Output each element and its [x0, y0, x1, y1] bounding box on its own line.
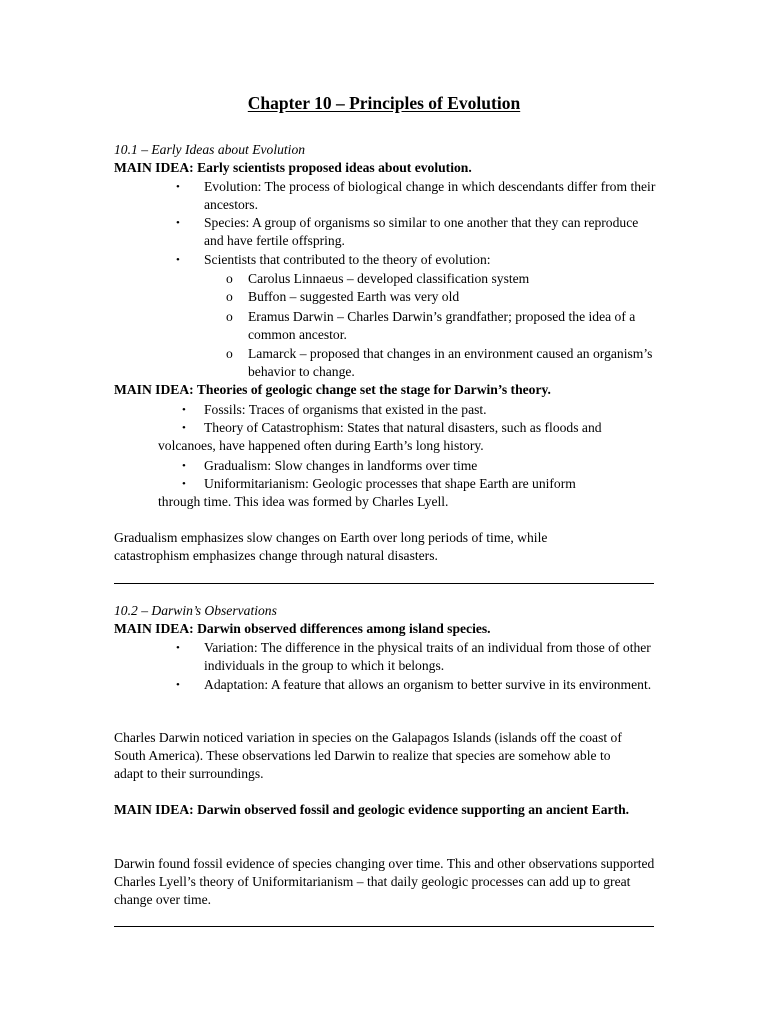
bullet-item-scientists: [176, 251, 656, 269]
bullet-text-continued: volcanoes, have happened often during Earth’s long history.: [158, 438, 484, 454]
section-divider: [114, 583, 654, 584]
bullet-text: Fossils: Traces of organisms that existed in the past.: [204, 402, 487, 417]
bullet-icon: •: [176, 181, 180, 193]
sub-item-text: Carolus Linnaeus – developed classification system: [248, 271, 530, 286]
bullet-text: Variation: The difference in the physical traits of an individual from those of other individuals in the group to which it belongs.: [204, 640, 651, 674]
bullet-text: Species: A group of organisms so similar to one another that they can reproduce and have fertile offspring.: [204, 215, 639, 249]
bullet-icon: •: [182, 460, 186, 472]
bullet-text: Adaptation: A feature that allows an organism to better survive in its environment.: [204, 677, 652, 692]
sub-item-text: Lamarck – proposed that changes in an environment caused an organism’s behavior to change.: [248, 346, 653, 380]
bullet-icon: •: [176, 254, 180, 266]
circle-bullet-icon: o: [226, 289, 233, 304]
bullet-text-continued: through time. This idea was formed by Charles Lyell.: [158, 494, 449, 510]
bullet-item-species: [176, 214, 656, 250]
sub-item-text: Buffon – suggested Earth was very old: [248, 289, 460, 304]
bullet-icon: •: [182, 404, 186, 416]
bullet-item-catastrophism: [158, 419, 658, 455]
bullet-icon: •: [176, 642, 180, 654]
sub-item-eramus-darwin: [226, 308, 666, 344]
section-heading-10-2: 10.2 – Darwin’s Observations: [114, 603, 277, 618]
sub-item-lamarck: [226, 345, 666, 381]
section-heading-10-1: 10.1 – Early Ideas about Evolution: [114, 142, 306, 157]
bullet-icon: •: [176, 217, 180, 229]
bullet-icon: •: [182, 478, 186, 490]
sub-item-linnaeus: [226, 270, 666, 288]
main-idea-early-scientists: MAIN IDEA: Early scientists proposed ideas about evolution.: [114, 160, 472, 175]
bullet-text: Gradualism: Slow changes in landforms over time: [204, 458, 478, 473]
bullet-item-gradualism: [158, 457, 658, 475]
sub-item-buffon: [226, 288, 666, 306]
bullet-item-uniformitarianism: [158, 475, 658, 511]
section-divider: [114, 926, 654, 927]
bullet-icon: •: [182, 422, 186, 434]
circle-bullet-icon: o: [226, 271, 233, 286]
bullet-text: Uniformitarianism: Geologic processes that shape Earth are uniform: [204, 476, 576, 491]
paragraph-galapagos: Charles Darwin noticed variation in species on the Galapagos Islands (islands off the coast of South America). These observations led Darwin to realize that species are somehow able to adapt to their surroundings.: [114, 730, 622, 782]
paragraph-fossil-evidence: Darwin found fossil evidence of species changing over time. This and other observations supported Charles Lyell’s theory of Uniformitarianism – that daily geologic processes can add up to great change over time.: [114, 856, 655, 908]
bullet-icon: •: [176, 679, 180, 691]
main-idea-geologic-change: MAIN IDEA: Theories of geologic change set the stage for Darwin’s theory.: [114, 382, 551, 397]
main-idea-fossil-evidence: MAIN IDEA: Darwin observed fossil and geologic evidence supporting an ancient Earth.: [114, 802, 630, 817]
bullet-text: Scientists that contributed to the theory of evolution:: [204, 252, 491, 267]
bullet-item-adaptation: [176, 676, 656, 694]
sub-item-text: Eramus Darwin – Charles Darwin’s grandfather; proposed the idea of a common ancestor.: [248, 309, 636, 343]
bullet-text: Theory of Catastrophism: States that natural disasters, such as floods and: [204, 420, 602, 435]
page-title: Chapter 10 – Principles of Evolution: [247, 93, 521, 113]
circle-bullet-icon: o: [226, 346, 233, 361]
bullet-item-fossils: [158, 401, 658, 419]
bullet-text: Evolution: The process of biological change in which descendants differ from their ancestors.: [204, 179, 656, 213]
bullet-item-evolution: [176, 178, 656, 214]
paragraph-gradualism: Gradualism emphasizes slow changes on Earth over long periods of time, while catastrophism emphasizes change through natural disasters.: [114, 530, 548, 564]
circle-bullet-icon: o: [226, 309, 233, 324]
bullet-item-variation: [176, 639, 656, 675]
main-idea-island-species: MAIN IDEA: Darwin observed differences among island species.: [114, 621, 491, 636]
